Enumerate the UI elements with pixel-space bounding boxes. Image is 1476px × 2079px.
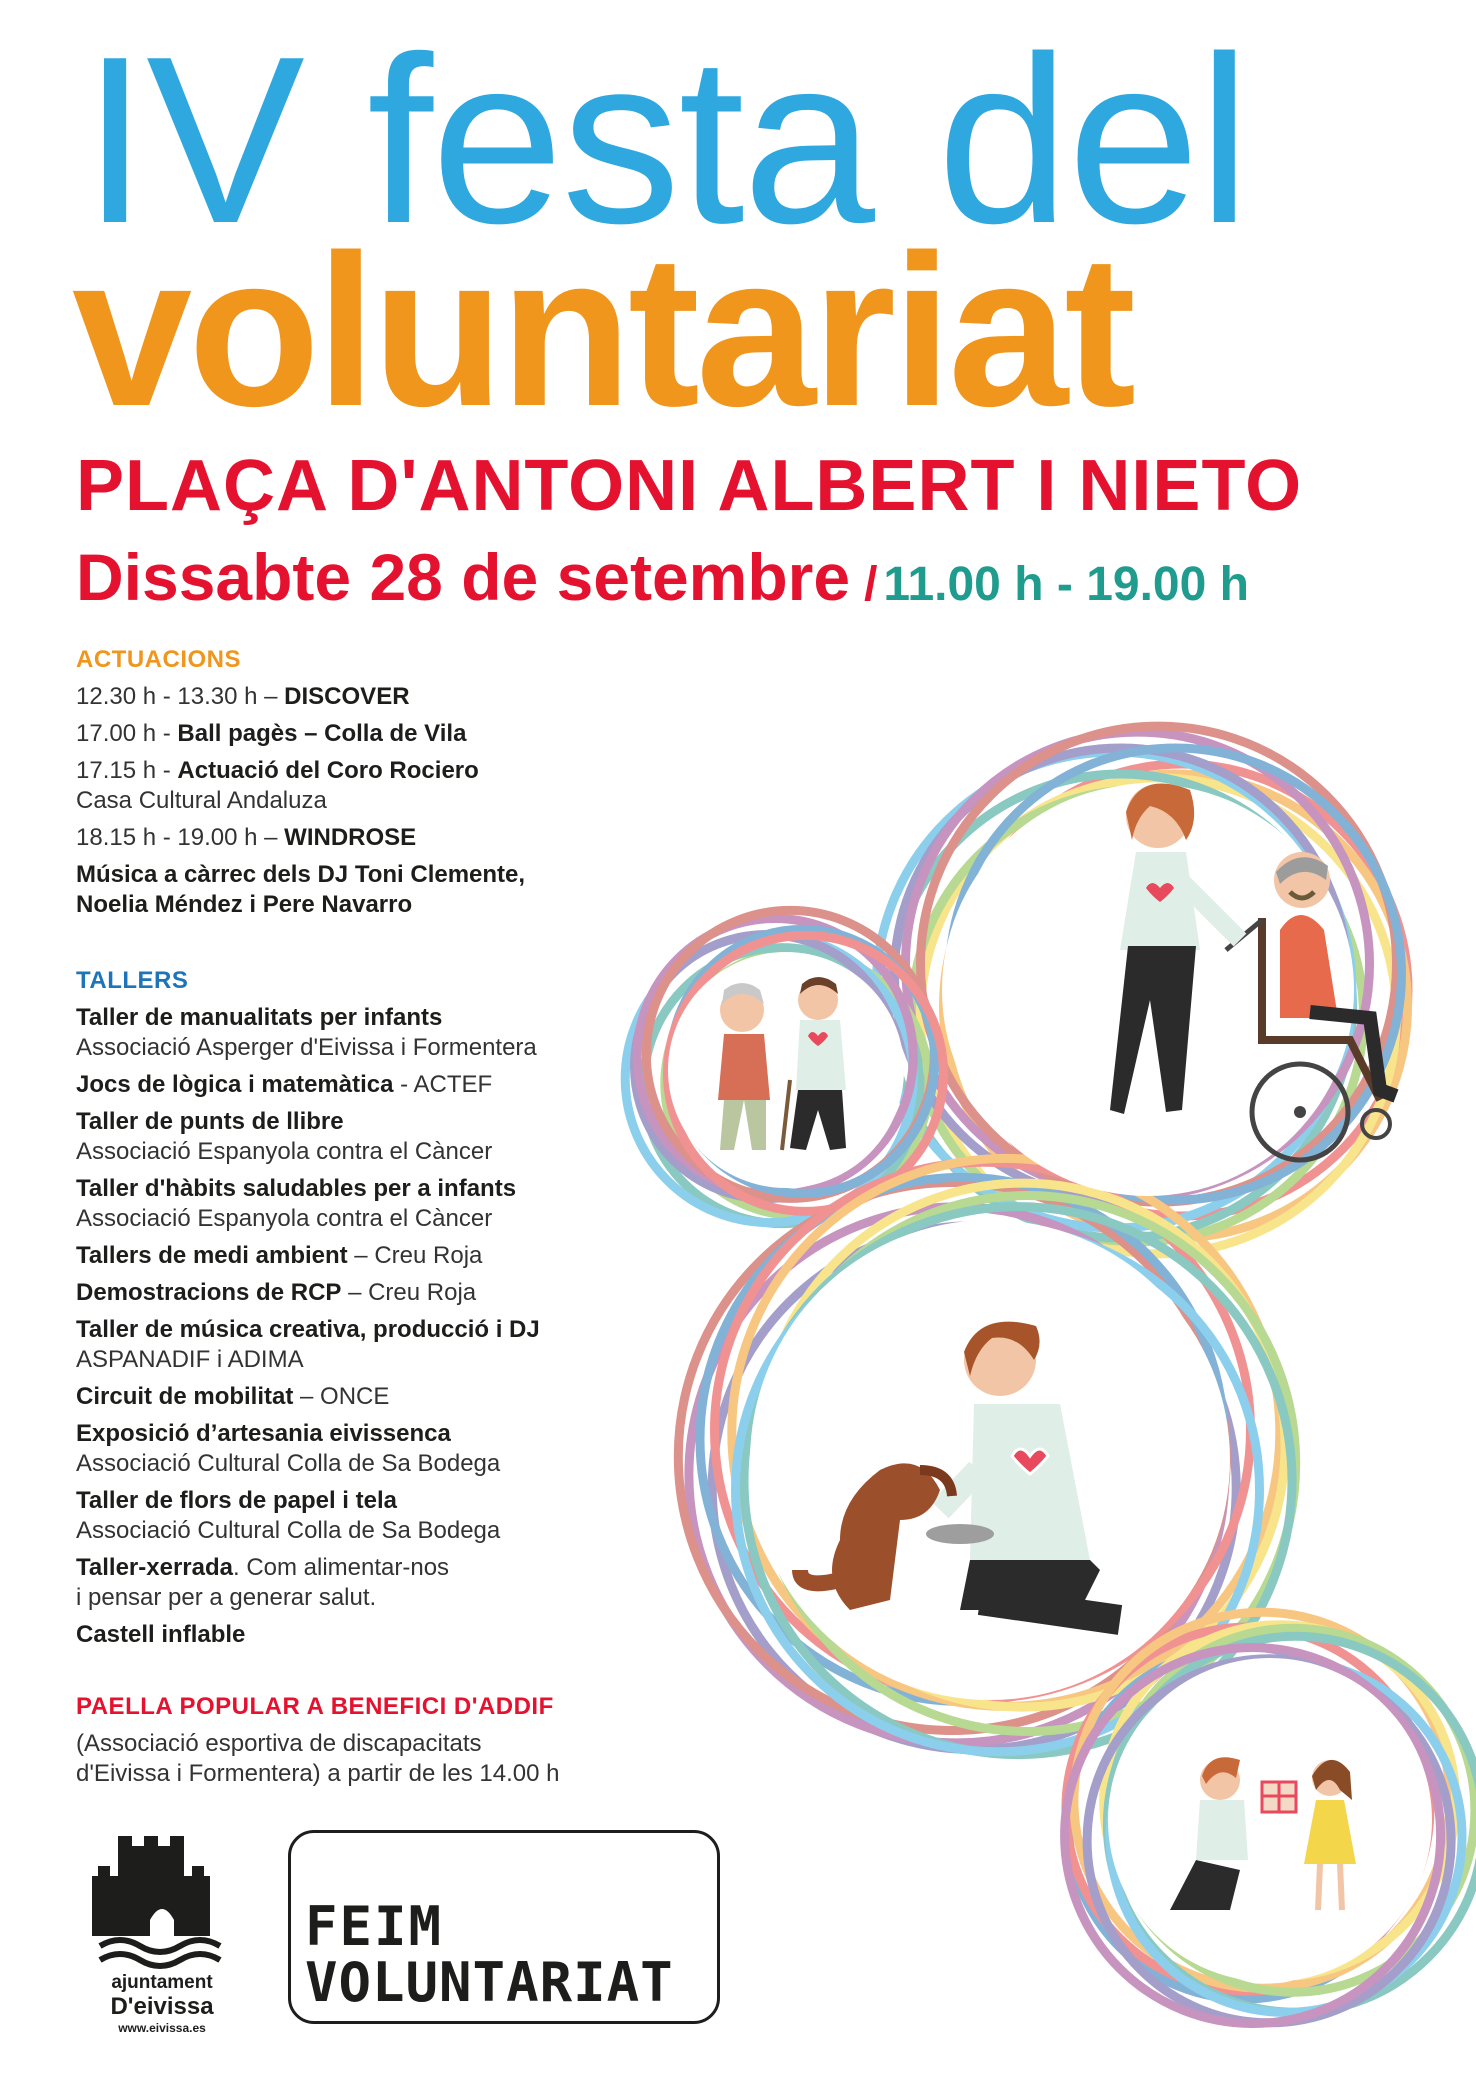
actuacio-time: 17.15 h - (76, 757, 171, 784)
taller-line (76, 1315, 696, 1345)
paella-heading: PAELLA POPULAR A BENEFICI D'ADDIF (76, 1693, 554, 1720)
taller-title: Taller de música creativa, producció i DJ (76, 1316, 540, 1343)
ajuntament-logo (92, 1830, 232, 2036)
feim-voluntariat-logo (288, 1830, 720, 2024)
actuacio-line (76, 682, 696, 712)
feim-line2: VOLUNTARIAT (305, 1951, 674, 2014)
taller-line (76, 1241, 696, 1271)
taller-title: Castell inflable (76, 1621, 246, 1648)
actuacio-title: Música a càrrec dels DJ Toni Clemente, (76, 861, 526, 888)
taller-item (76, 1107, 696, 1167)
actuacio-time: 18.15 h - 19.00 h – (76, 824, 278, 851)
taller-inline: – Creu Roja (347, 1242, 483, 1269)
taller-title: Exposició d’artesania eivissenca (76, 1420, 451, 1447)
taller-line (76, 1553, 696, 1583)
actuacio-line (76, 719, 696, 749)
ajuntament-name: ajuntament (111, 1972, 213, 1993)
ajuntament-web: www.eivissa.es (118, 2021, 206, 2035)
taller-detail: Associació Espanyola contra el Càncer (76, 1138, 493, 1165)
actuacio-title: Actuació del Coro Rociero (177, 757, 479, 784)
venue: PLAÇA D'ANTONI ALBERT I NIETO (76, 446, 1303, 526)
taller-title: Taller de punts de llibre (76, 1108, 344, 1135)
taller-item (76, 1003, 696, 1063)
title-line2: voluntariat (72, 209, 1133, 451)
program (76, 646, 696, 1789)
date-line (76, 540, 1249, 614)
taller-line (76, 1419, 696, 1449)
actuacio-time: 17.00 h - (76, 720, 171, 747)
taller-line (76, 1174, 696, 1204)
taller-item (76, 1620, 696, 1650)
taller-inline: . Com alimentar-nos (232, 1554, 450, 1581)
taller-line (76, 1107, 696, 1137)
actuacions-heading: ACTUACIONS (76, 646, 241, 673)
taller-item (76, 1070, 696, 1100)
taller-item (76, 1241, 696, 1271)
taller-line (76, 1382, 696, 1412)
taller-item (76, 1174, 696, 1234)
actuacio-item (76, 682, 696, 712)
taller-title: Taller de flors de papel i tela (76, 1487, 397, 1514)
taller-inline: – ONCE (293, 1383, 390, 1410)
taller-line (76, 1486, 696, 1516)
actuacio-item (76, 860, 696, 920)
date-separator: / (864, 558, 878, 611)
taller-detail: Associació Cultural Colla de Sa Bodega (76, 1517, 501, 1544)
taller-detail: Associació Espanyola contra el Càncer (76, 1205, 493, 1232)
taller-line (76, 1070, 696, 1100)
taller-line (76, 1620, 696, 1650)
taller-line (76, 1278, 696, 1308)
taller-title: Jocs de lògica i matemàtica (76, 1071, 394, 1098)
actuacio-title: DISCOVER (284, 683, 410, 710)
taller-inline: – Creu Roja (341, 1279, 477, 1306)
taller-title: Tallers de medi ambient (76, 1242, 348, 1269)
actuacio-time: 12.30 h - 13.30 h – (76, 683, 278, 710)
taller-line (76, 1003, 696, 1033)
actuacio-item (76, 719, 696, 749)
feim-line1: FEIM (305, 1895, 444, 1958)
taller-item (76, 1382, 696, 1412)
event-date: Dissabte 28 de setembre (76, 540, 851, 614)
tallers-heading: TALLERS (76, 967, 189, 994)
paella-line2: d'Eivissa i Formentera) a partir de les 14.00 h (76, 1760, 560, 1787)
actuacio-title: WINDROSE (284, 824, 417, 851)
ring-disc-small (668, 952, 904, 1188)
taller-detail: i pensar per a generar salut. (76, 1584, 377, 1611)
taller-title: Taller d'hàbits saludables per a infants (76, 1175, 517, 1202)
tallers-list (76, 1003, 696, 1650)
taller-detail: ASPANADIF i ADIMA (76, 1346, 304, 1373)
actuacio-line (76, 823, 696, 853)
taller-title: Demostracions de RCP (76, 1279, 342, 1306)
taller-detail: Associació Asperger d'Eivissa i Formentera (76, 1034, 537, 1061)
taller-item (76, 1419, 696, 1479)
actuacio-item (76, 756, 696, 816)
taller-item (76, 1486, 696, 1546)
actuacio-item (76, 823, 696, 853)
taller-title: Circuit de mobilitat (76, 1383, 294, 1410)
taller-title: Taller-xerrada (76, 1554, 233, 1581)
taller-detail: Associació Cultural Colla de Sa Bodega (76, 1450, 501, 1477)
paella-line1: (Associació esportiva de discapacitats (76, 1730, 482, 1757)
title-line1: IV festa del (82, 8, 1249, 273)
actuacio-line (76, 756, 696, 786)
taller-item (76, 1278, 696, 1308)
actuacio-detail: Noelia Méndez i Pere Navarro (76, 891, 413, 918)
taller-title: Taller de manualitats per infants (76, 1004, 443, 1031)
taller-item (76, 1553, 696, 1613)
actuacio-title: Ball pagès – Colla de Vila (177, 720, 467, 747)
ajuntament-city: D'eivissa (110, 1993, 214, 2020)
taller-inline: - ACTEF (393, 1071, 493, 1098)
event-hours: 11.00 h - 19.00 h (883, 558, 1249, 611)
taller-item (76, 1315, 696, 1375)
ring-disc-bottom (1108, 1658, 1432, 1982)
actuacio-detail: Casa Cultural Andaluza (76, 787, 327, 814)
actuacio-line (76, 860, 696, 890)
actuacions-list (76, 682, 696, 920)
